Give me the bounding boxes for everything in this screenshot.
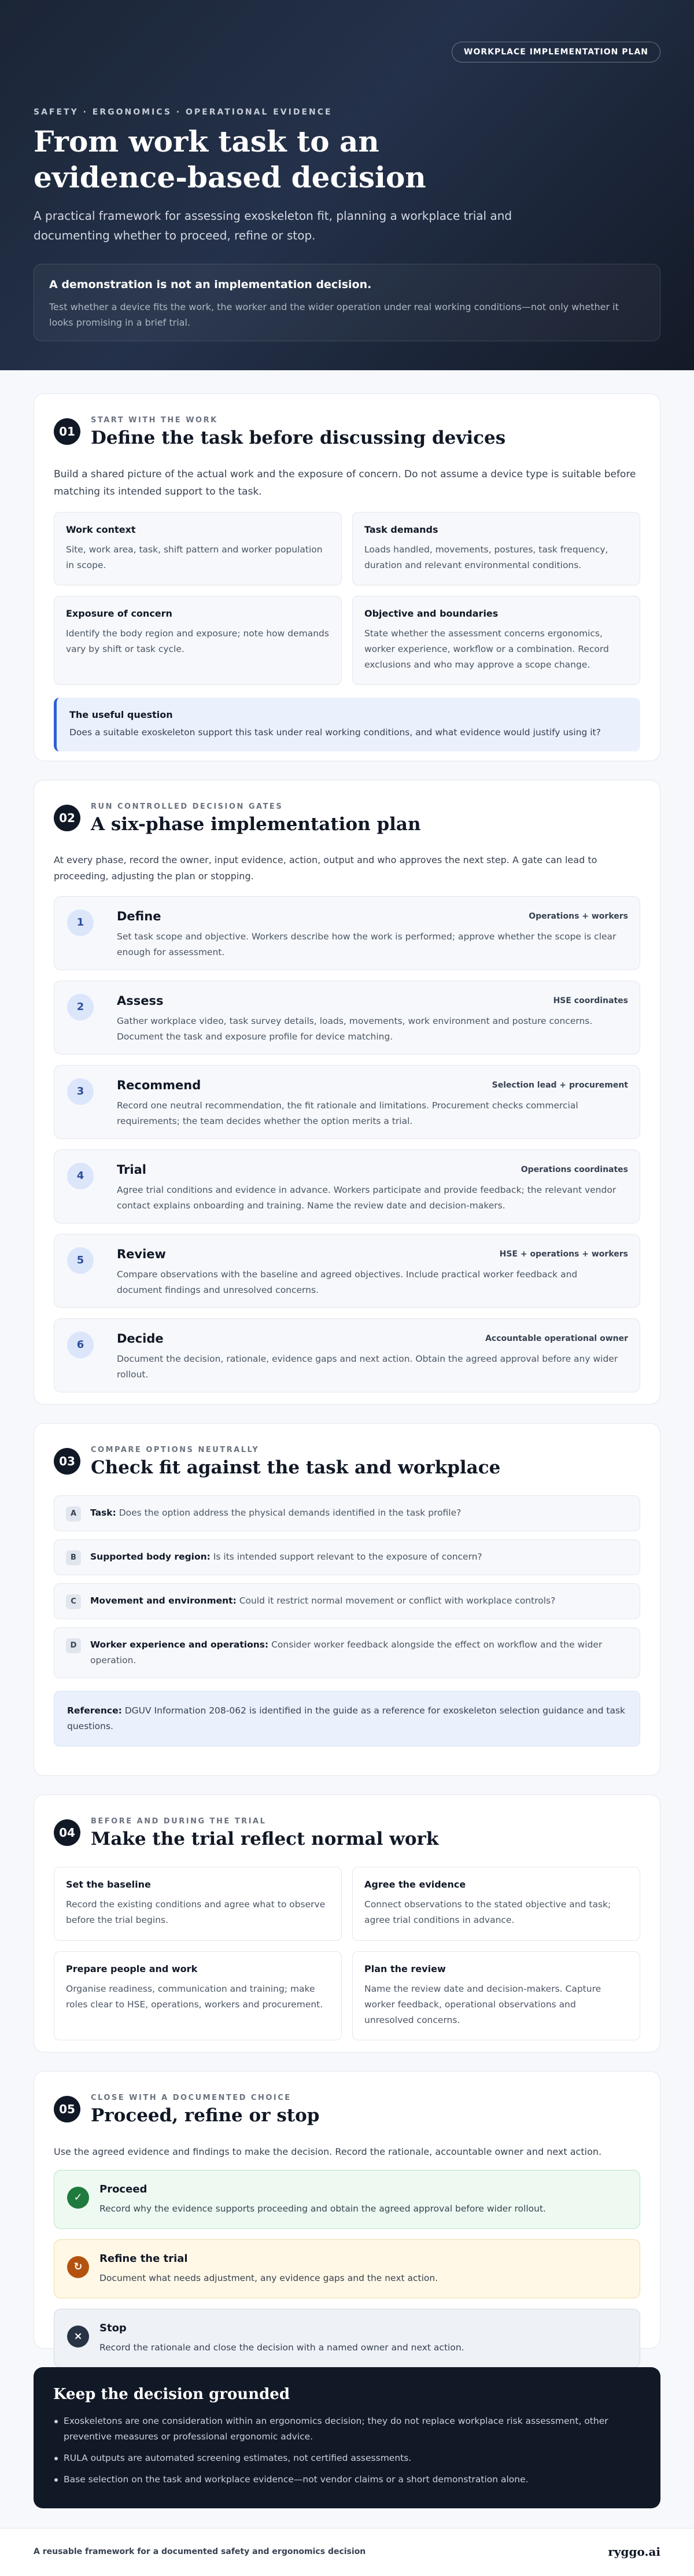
section-title: Proceed, refine or stop (91, 2105, 320, 2126)
hero-subtitle: A practical framework for assessing exoskeleton fit, planning a workplace trial and documenting whether to proceed, refine or stop. (34, 209, 512, 242)
grounded-item: RULA outputs are automated screening estimates, not certified assessments. (53, 2450, 641, 2466)
phase-title: Review (117, 1247, 166, 1261)
prepare-card (54, 1951, 342, 2040)
phase-text: Compare observations with the baseline and agreed objectives. Include practical worker feedback and document findings and unresolved concerns. (117, 1269, 578, 1295)
check-text (90, 1505, 628, 1521)
phase-text: Gather workplace video, task survey details, loads, movements, work environment and posture concerns. Document the task and exposure profile for device matching. (117, 1016, 593, 1042)
check-text (90, 1593, 628, 1609)
baseline-card (54, 1867, 342, 1941)
section-decision (34, 2071, 660, 2353)
check-body: Is its intended support relevant to the exposure of concern? (210, 1552, 482, 1562)
check-body: Does the option address the physical demands identified in the task profile? (116, 1508, 462, 1518)
phase-review (54, 1234, 640, 1308)
trial-grid (54, 1867, 640, 2040)
check-label: Supported body region: (90, 1552, 211, 1562)
phase-text: Document the decision, rationale, evidence gaps and next action. Obtain the agreed approval before any wider rollout. (117, 1354, 618, 1380)
section-define-task (34, 393, 660, 761)
refresh-icon: ↻ (67, 2256, 89, 2278)
card-title: Task demands (364, 524, 438, 535)
section-number: 04 (54, 1819, 80, 1846)
phase-number: 1 (67, 909, 94, 936)
footer-text: A reusable framework for a documented safety and ergonomics decision (34, 2547, 366, 2556)
task-demands-card (352, 512, 640, 585)
check-label: Movement and environment: (90, 1595, 237, 1606)
section-title: A six-phase implementation plan (91, 814, 421, 835)
phase-recommend (54, 1065, 640, 1139)
section-eyebrow: RUN CONTROLLED DECISION GATES (91, 802, 283, 811)
grounded-item: Base selection on the task and workplace evidence—not vendor claims or a short demonstration alone. (53, 2472, 641, 2487)
brand-logo[interactable]: ryggo.ai (608, 2545, 660, 2559)
section-number: 02 (54, 805, 80, 831)
check-label: Task: (90, 1508, 116, 1518)
outcome-text: Record why the evidence supports proceeding and obtain the agreed approval before wider rollout. (99, 2203, 546, 2214)
useful-question (54, 698, 640, 751)
outcome-title: Stop (99, 2322, 127, 2334)
phase-title: Decide (117, 1332, 164, 1346)
card-text: Name the review date and decision-makers. Capture worker feedback, operational observations and unresolved concerns. (364, 1984, 601, 2025)
outcome-text: Document what needs adjustment, any evidence gaps and the next action. (99, 2273, 438, 2283)
hero-eyebrow: SAFETY · ERGONOMICS · OPERATIONAL EVIDENCE (34, 108, 333, 117)
footer (0, 2528, 694, 2576)
outcome-title: Refine the trial (99, 2253, 188, 2265)
section-number: 03 (54, 1448, 80, 1475)
phase-owner: Accountable operational owner (485, 1334, 628, 1343)
plan-badge: WORKPLACE IMPLEMENTATION PLAN (452, 42, 660, 62)
outcome-text: Record the rationale and close the decision with a named owner and next action. (99, 2342, 464, 2353)
phase-number: 3 (67, 1078, 94, 1105)
check-body-region (54, 1539, 640, 1575)
check-letter: A (66, 1506, 81, 1521)
hero (0, 0, 694, 370)
phase-text: Record one neutral recommendation, the fit rationale and limitations. Procurement checks commercial requirements; the team decides whether the option merits a trial. (117, 1100, 578, 1126)
callout-text: Test whether a device fits the work, the worker and the wider operation under real working conditions—not only whether it looks promising in a brief trial. (49, 301, 619, 328)
reference-body: DGUV Information 208-062 is identified in the guide as a reference for exoskeleton selection guidance and task questions. (67, 1705, 625, 1731)
outcome-proceed (54, 2170, 640, 2229)
phase-number: 5 (67, 1247, 94, 1274)
card-title: Objective and boundaries (364, 608, 499, 619)
check-body: Could it restrict normal movement or conflict with workplace controls? (236, 1595, 556, 1606)
phase-number: 4 (67, 1163, 94, 1189)
card-text: Connect observations to the stated objective and task; agree trial conditions in advance. (364, 1899, 611, 1925)
section-eyebrow: START WITH THE WORK (91, 416, 218, 425)
section-title: Make the trial reflect normal work (91, 1829, 439, 1849)
card-text: Site, work area, task, shift pattern and worker population in scope. (66, 544, 323, 570)
card-text: Organise readiness, communication and training; make roles clear to HSE, operations, workers and procurement. (66, 1984, 323, 2010)
grounded-title: Keep the decision grounded (53, 2386, 290, 2403)
card-text: Record the existing conditions and agree what to observe before the trial begins. (66, 1899, 326, 1925)
phase-owner: Operations coordinates (520, 1165, 628, 1174)
exposure-card (54, 596, 342, 685)
outcome-refine (54, 2239, 640, 2298)
task-grid (54, 512, 640, 685)
reference-label: Reference: (67, 1705, 122, 1716)
grounded-panel (34, 2367, 660, 2508)
phase-title: Assess (117, 994, 164, 1008)
check-letter: B (66, 1550, 81, 1565)
question-title: The useful question (69, 709, 173, 720)
close-icon: × (67, 2326, 89, 2347)
card-title: Set the baseline (66, 1879, 151, 1890)
phase-owner: HSE coordinates (553, 996, 628, 1005)
card-text: Identify the body region and exposure; note how demands vary by shift or task cycle. (66, 628, 329, 654)
reference-note (54, 1691, 640, 1746)
section-implementation-plan (34, 780, 660, 1405)
grounded-item: Exoskeletons are one consideration within an ergonomics decision; they do not replace workplace risk assessment, other preventive measures or professional ergonomic advice. (53, 2413, 641, 2445)
phase-number: 2 (67, 994, 94, 1020)
page-title: From work task to an evidence-based decision (34, 124, 426, 194)
card-title: Plan the review (364, 1963, 446, 1974)
evidence-card (352, 1867, 640, 1941)
reference-text (67, 1703, 627, 1734)
phase-trial (54, 1149, 640, 1223)
phase-define (54, 896, 640, 970)
section-title: Check fit against the task and workplace (91, 1457, 501, 1478)
phase-number: 6 (67, 1332, 94, 1358)
section-intro: Use the agreed evidence and findings to make the decision. Record the rationale, accountable owner and next action. (54, 2146, 602, 2157)
card-title: Prepare people and work (66, 1963, 198, 1974)
phase-title: Trial (117, 1163, 146, 1177)
card-text: State whether the assessment concerns ergonomics, worker experience, workflow or a combination. Record exclusions and who may approve a scope change. (364, 628, 609, 670)
objective-card (352, 596, 640, 685)
phase-owner: Operations + workers (529, 912, 628, 921)
check-icon: ✓ (67, 2187, 89, 2209)
section-number: 05 (54, 2096, 80, 2122)
phase-owner: HSE + operations + workers (499, 1250, 628, 1259)
section-eyebrow: COMPARE OPTIONS NEUTRALLY (91, 1446, 260, 1454)
review-plan-card (352, 1951, 640, 2040)
check-worker-experience (54, 1627, 640, 1678)
phase-assess (54, 981, 640, 1055)
check-label: Worker experience and operations: (90, 1639, 269, 1650)
phase-owner: Selection lead + procurement (492, 1081, 628, 1090)
phase-text: Set task scope and objective. Workers describe how the work is performed; approve whether the scope is clear enough for assessment. (117, 931, 617, 957)
phase-decide (54, 1318, 640, 1392)
phase-title: Define (117, 909, 161, 923)
card-title: Agree the evidence (364, 1879, 466, 1890)
check-letter: C (66, 1594, 81, 1609)
outcome-stop (54, 2309, 640, 2368)
phase-title: Recommend (117, 1078, 201, 1092)
check-text (90, 1549, 628, 1565)
card-text: Loads handled, movements, postures, task frequency, duration and relevant environmental conditions. (364, 544, 608, 570)
phase-text: Agree trial conditions and evidence in advance. Workers participate and provide feedback; the relevant vendor contact explains onboarding and training. Name the review date and decision-makers. (117, 1185, 617, 1211)
check-letter: D (66, 1638, 81, 1653)
work-context-card (54, 512, 342, 585)
check-movement (54, 1583, 640, 1619)
section-number: 01 (54, 418, 80, 445)
callout-title: A demonstration is not an implementation decision. (49, 278, 372, 291)
check-text (90, 1637, 628, 1668)
section-intro: Build a shared picture of the actual work and the exposure of concern. Do not assume a device type is suitable before matching its intended support to the task. (54, 469, 636, 497)
check-task (54, 1495, 640, 1531)
card-title: Work context (66, 524, 136, 535)
card-title: Exposure of concern (66, 608, 172, 619)
section-eyebrow: CLOSE WITH A DOCUMENTED CHOICE (91, 2094, 291, 2102)
section-trial (34, 1794, 660, 2052)
check-body: Consider worker feedback alongside the effect on workflow and the wider operation. (90, 1639, 603, 1665)
section-eyebrow: BEFORE AND DURING THE TRIAL (91, 1817, 267, 1826)
hero-callout (34, 264, 660, 341)
section-intro: At every phase, record the owner, input evidence, action, output and who approves the next step. A gate can lead to proceeding, adjusting the plan or stopping. (54, 854, 597, 882)
outcome-title: Proceed (99, 2183, 147, 2195)
section-title: Define the task before discussing devices (91, 428, 506, 448)
grounded-list (53, 2413, 641, 2487)
question-text: Does a suitable exoskeleton support this task under real working conditions, and what evidence would justify using it? (69, 727, 601, 738)
section-check-fit (34, 1423, 660, 1776)
